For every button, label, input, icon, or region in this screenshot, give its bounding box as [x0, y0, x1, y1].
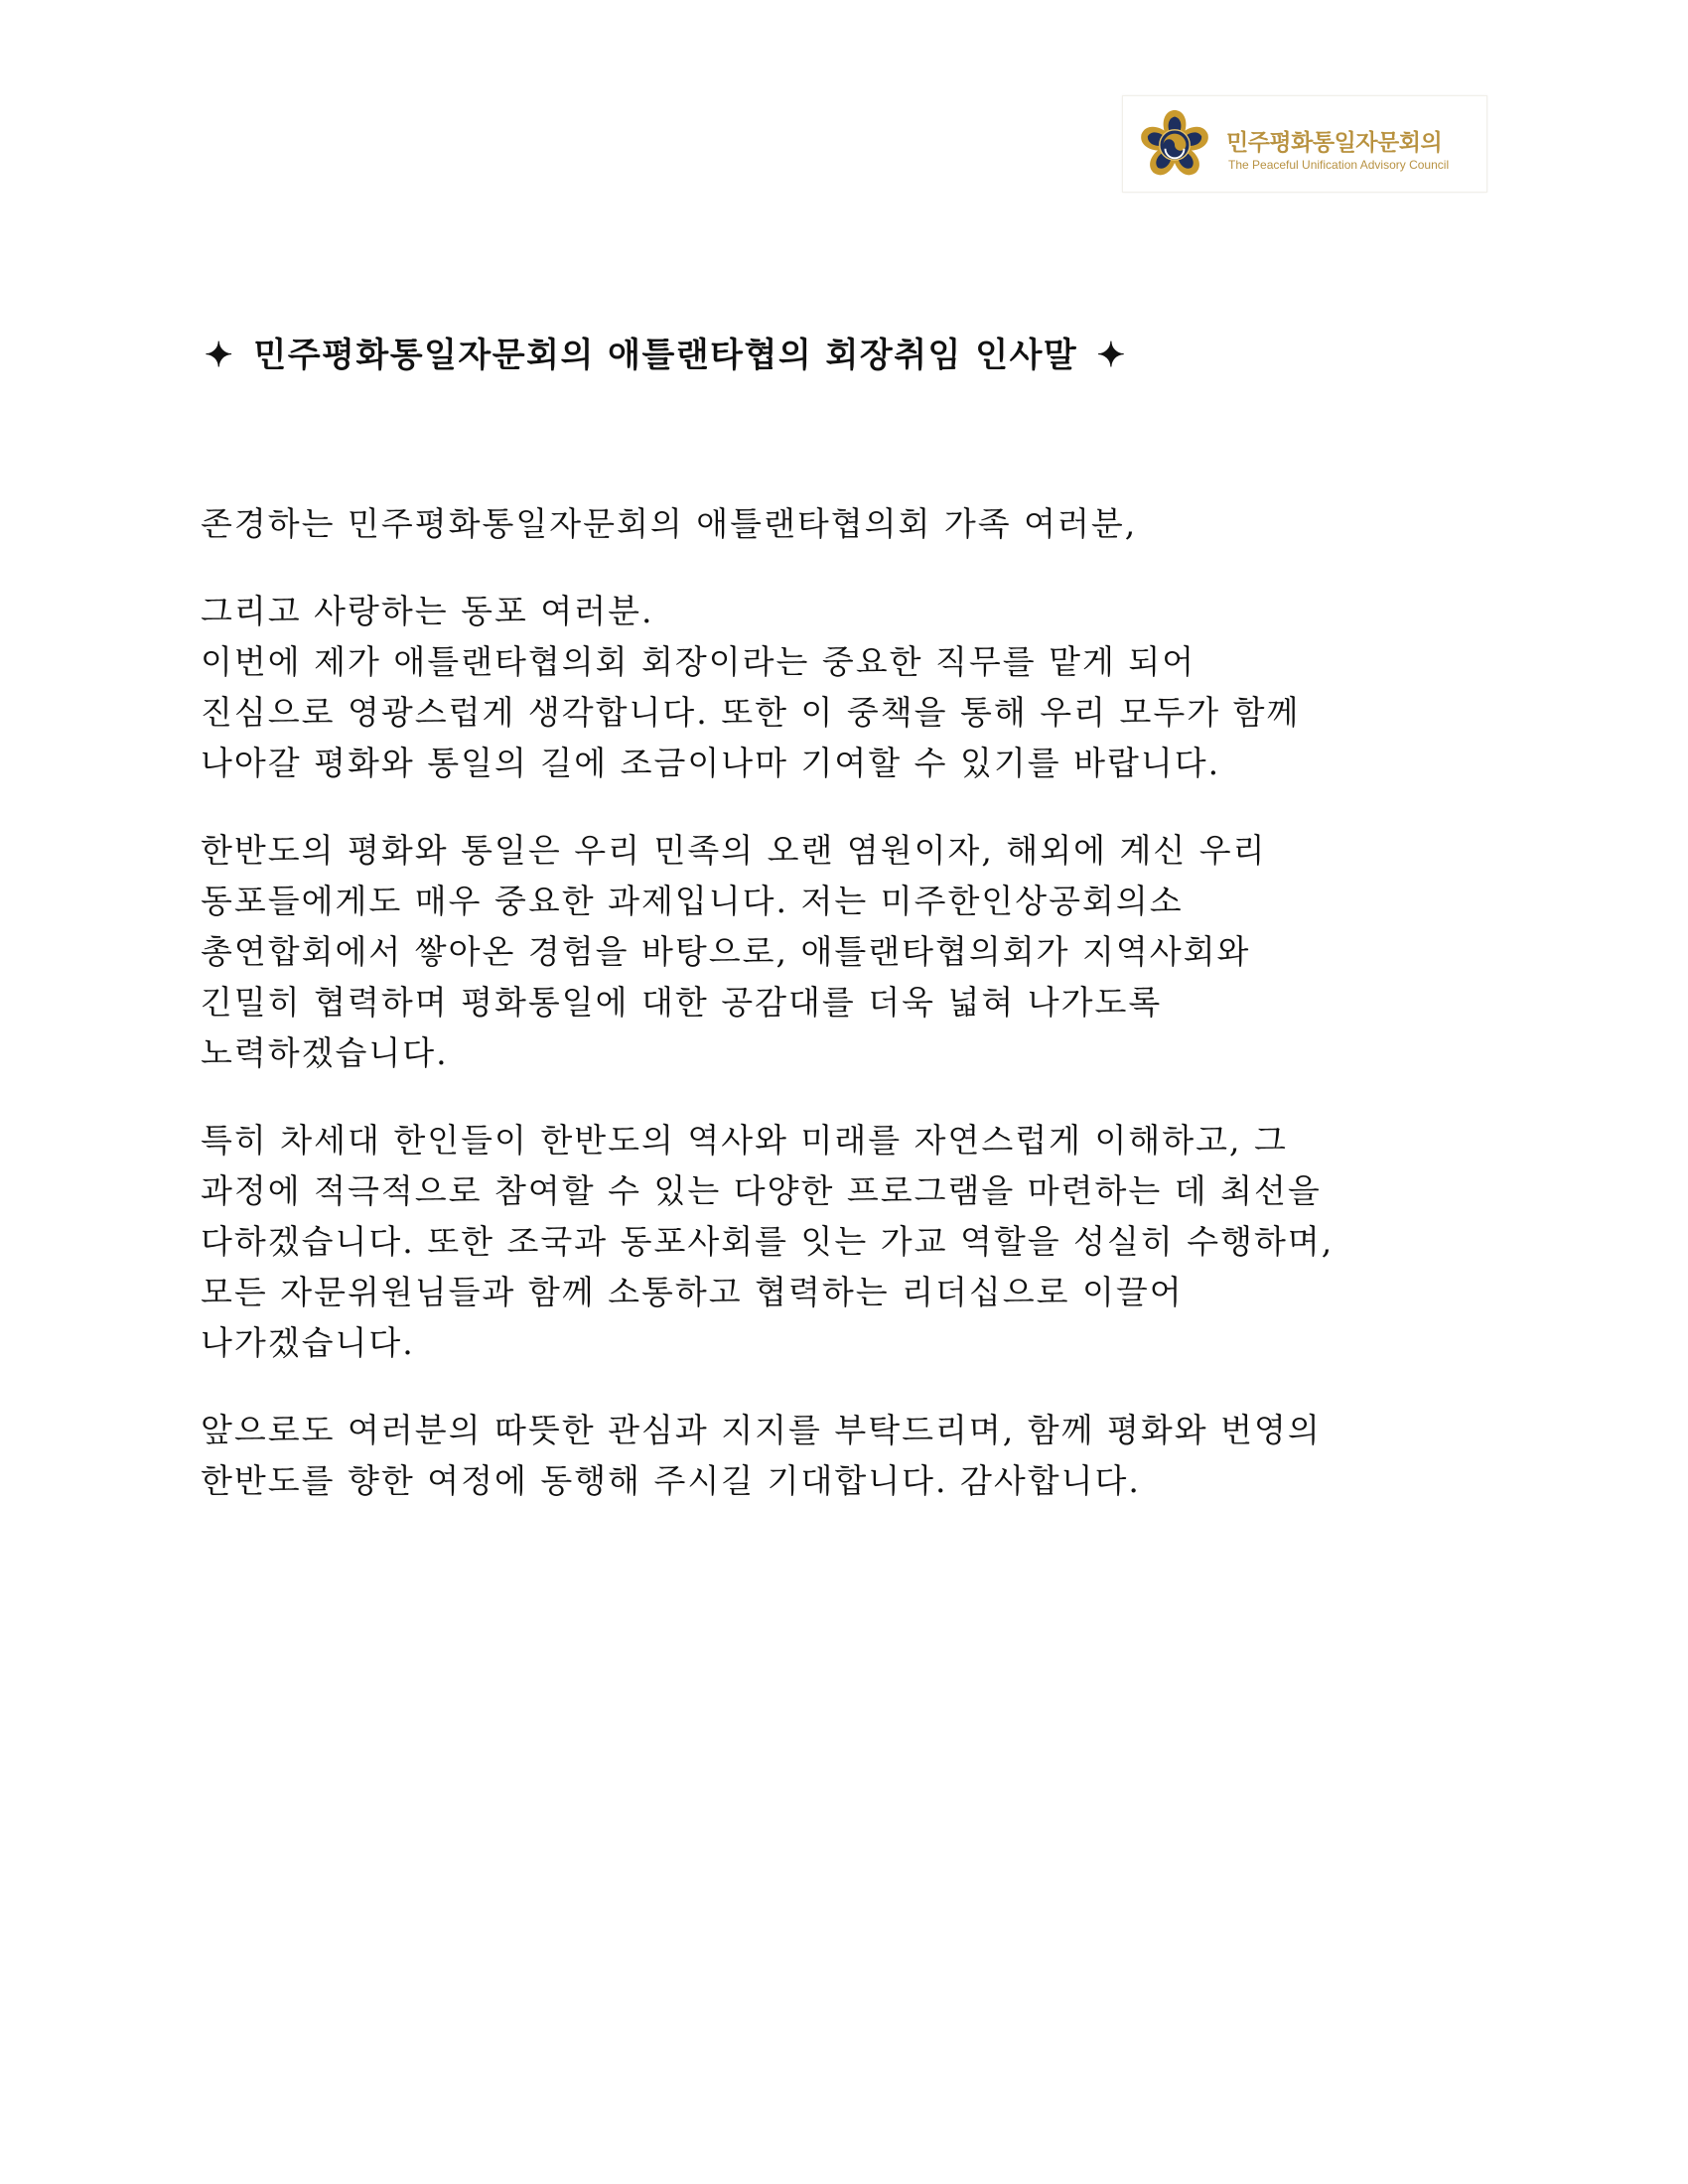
text-line: 모든 자문위원님들과 함께 소통하고 협력하는 리더십으로 이끌어	[201, 1273, 1184, 1311]
star-icon: ✦	[1096, 336, 1127, 375]
text-line: 다하겠습니다. 또한 조국과 동포사회를 잇는 가교 역할을 성실히 수행하며,	[201, 1222, 1335, 1261]
text-line: 특히 차세대 한인들이 한반도의 역사와 미래를 자연스럽게 이해하고, 그	[201, 1121, 1288, 1160]
text-line: 그리고 사랑하는 동포 여러분.	[201, 592, 654, 630]
paragraph	[201, 825, 1511, 1078]
text-line: 긴밀히 협력하며 평화통일에 대한 공감대를 더욱 넓혀 나가도록	[201, 983, 1163, 1022]
logo-title-english: The Peaceful Unification Advisory Council	[1228, 158, 1450, 172]
text-line: 나아갈 평화와 통일의 길에 조금이나마 기여할 수 있기를 바랍니다.	[201, 744, 1221, 782]
text-line: 한반도의 평화와 통일은 우리 민족의 오랜 염원이자, 해외에 계신 우리	[201, 831, 1267, 870]
logo-title-korean: 민주평화통일자문회의	[1226, 130, 1443, 156]
text-line: 동포들에게도 매우 중요한 과제입니다. 저는 미주한인상공회의소	[201, 882, 1184, 920]
emblem-icon	[1137, 107, 1212, 183]
paragraph	[201, 1405, 1511, 1506]
paragraph	[201, 498, 1511, 549]
text-line: 나가겠습니다.	[201, 1323, 415, 1362]
letter-body	[201, 498, 1511, 1543]
council-logo	[1122, 95, 1487, 193]
paragraph	[201, 1115, 1511, 1368]
text-line: 한반도를 향한 여정에 동행해 주시길 기대합니다. 감사합니다.	[201, 1461, 1141, 1500]
text-line: 노력하겠습니다.	[201, 1033, 449, 1072]
paragraph	[201, 586, 1511, 788]
text-line: 총연합회에서 쌓아온 경험을 바탕으로, 애틀랜타협의회가 지역사회와	[201, 932, 1251, 971]
text-line: 과정에 적극적으로 참여할 수 있는 다양한 프로그램을 마련하는 데 최선을	[201, 1171, 1322, 1210]
title-text: 민주평화통일자문회의 애틀랜타협의 회장취임 인사말	[253, 336, 1078, 375]
text-line: 이번에 제가 애틀랜타협의회 회장이라는 중요한 직무를 맡게 되어	[201, 642, 1196, 681]
page-title	[199, 328, 1133, 376]
star-icon: ✦	[205, 336, 234, 375]
text-line: 진심으로 영광스럽게 생각합니다. 또한 이 중책을 통해 우리 모두가 함께	[201, 693, 1301, 732]
text-line: 앞으로도 여러분의 따뜻한 관심과 지지를 부탁드리며, 함께 평화와 번영의	[201, 1411, 1322, 1449]
text-line: 존경하는 민주평화통일자문회의 애틀랜타협의회 가족 여러분,	[201, 504, 1138, 543]
